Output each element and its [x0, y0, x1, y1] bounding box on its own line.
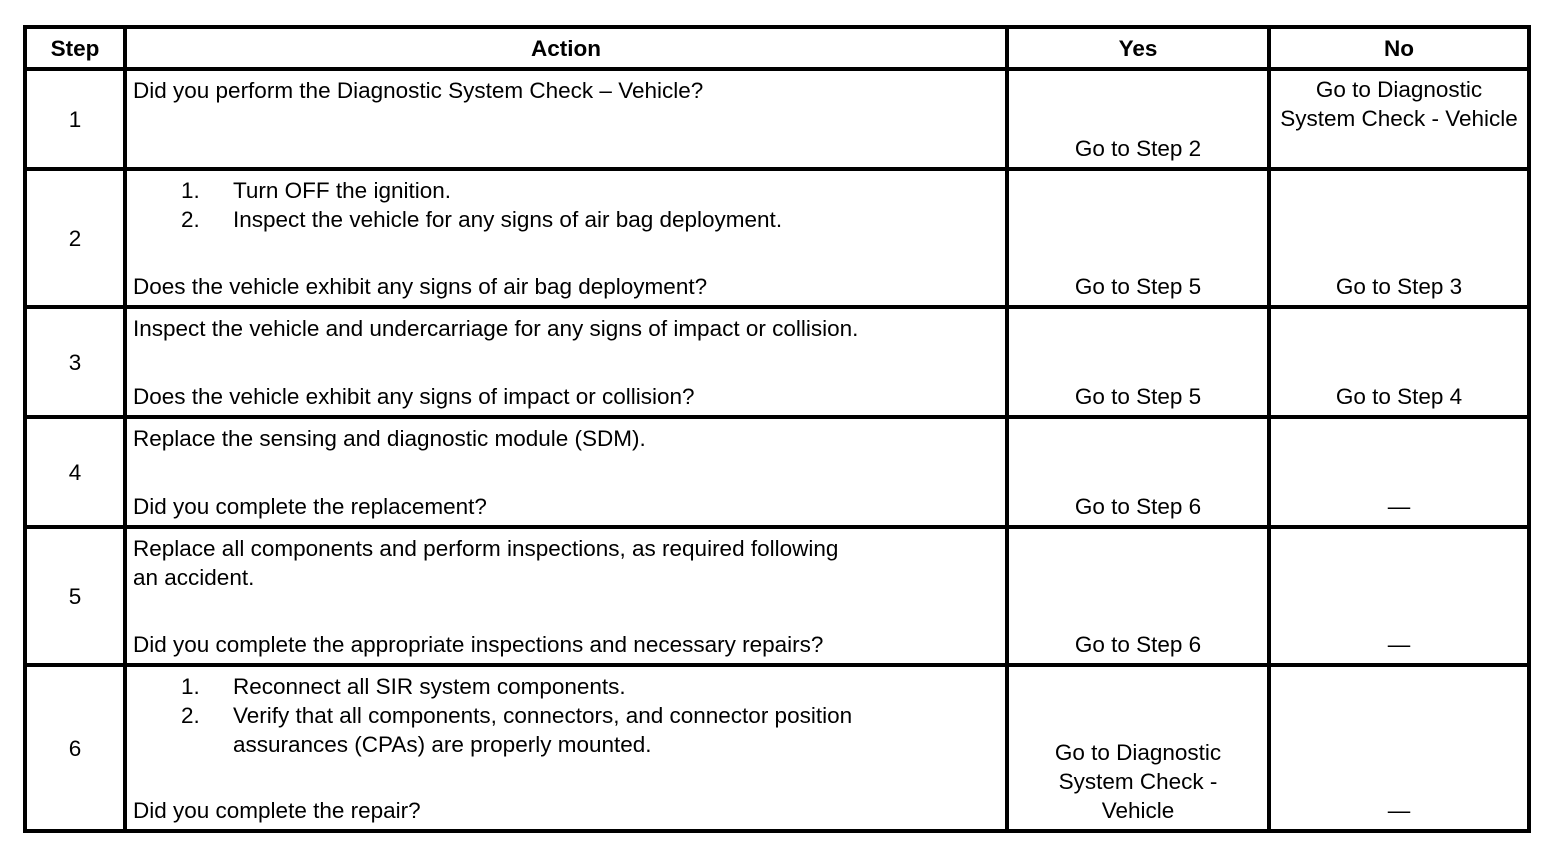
list-item-text: Verify that all components, connectors, and connector position assurances (CPAs) are properly mounted.	[233, 703, 853, 757]
action-cell	[125, 665, 1007, 831]
table-row	[25, 665, 1529, 831]
no-cell: Go to Step 3	[1269, 169, 1529, 307]
action-text: Replace the sensing and diagnostic module (SDM).	[133, 426, 646, 451]
no-cell: —	[1269, 527, 1529, 665]
action-cell	[125, 169, 1007, 307]
step-number: 4	[25, 417, 125, 527]
table-row	[25, 417, 1529, 527]
table-row	[25, 307, 1529, 417]
no-cell: Go to Step 4	[1269, 307, 1529, 417]
step-number: 2	[25, 169, 125, 307]
step-number: 1	[25, 69, 125, 169]
action-list	[133, 176, 999, 234]
action-question: Did you complete the appropriate inspections and necessary repairs?	[133, 632, 824, 657]
list-item-text: Turn OFF the ignition.	[233, 178, 452, 203]
action-question: Did you complete the replacement?	[133, 494, 487, 519]
table-header-row	[25, 27, 1529, 69]
action-cell	[125, 69, 1007, 169]
yes-cell: Go to Step 2	[1007, 69, 1269, 169]
yes-cell: Go to Step 5	[1007, 307, 1269, 417]
list-item-number: 1.	[181, 674, 200, 699]
header-yes: Yes	[1007, 27, 1269, 69]
list-item	[181, 701, 999, 759]
no-cell: Go to Diagnostic System Check - Vehicle	[1269, 69, 1529, 169]
no-cell: —	[1269, 665, 1529, 831]
yes-cell: Go to Diagnostic System Check - Vehicle	[1007, 665, 1269, 831]
action-cell	[125, 307, 1007, 417]
list-item	[181, 205, 999, 234]
list-item	[181, 176, 999, 205]
table-row	[25, 527, 1529, 665]
step-number: 6	[25, 665, 125, 831]
list-item	[181, 672, 999, 701]
yes-cell: Go to Step 6	[1007, 527, 1269, 665]
diagnostic-table	[23, 25, 1531, 833]
header-step: Step	[25, 27, 125, 69]
step-number: 5	[25, 527, 125, 665]
action-question: Did you complete the repair?	[133, 798, 421, 823]
action-cell	[125, 417, 1007, 527]
action-text: Replace all components and perform inspections, as required following an accident.	[133, 536, 839, 590]
yes-cell: Go to Step 5	[1007, 169, 1269, 307]
yes-cell: Go to Step 6	[1007, 417, 1269, 527]
no-cell: —	[1269, 417, 1529, 527]
list-item-number: 2.	[181, 207, 200, 232]
action-list	[133, 672, 999, 759]
table-row	[25, 69, 1529, 169]
list-item-text: Inspect the vehicle for any signs of air bag deployment.	[233, 207, 783, 232]
list-item-text: Reconnect all SIR system components.	[233, 674, 626, 699]
step-number: 3	[25, 307, 125, 417]
action-cell	[125, 527, 1007, 665]
action-question: Does the vehicle exhibit any signs of impact or collision?	[133, 384, 695, 409]
action-text: Did you perform the Diagnostic System Check – Vehicle?	[133, 78, 704, 103]
action-text: Inspect the vehicle and undercarriage for any signs of impact or collision.	[133, 316, 859, 341]
table-row	[25, 169, 1529, 307]
list-item-number: 2.	[181, 703, 200, 728]
list-item-number: 1.	[181, 178, 200, 203]
header-action: Action	[125, 27, 1007, 69]
header-no: No	[1269, 27, 1529, 69]
action-question: Does the vehicle exhibit any signs of air bag deployment?	[133, 274, 708, 299]
